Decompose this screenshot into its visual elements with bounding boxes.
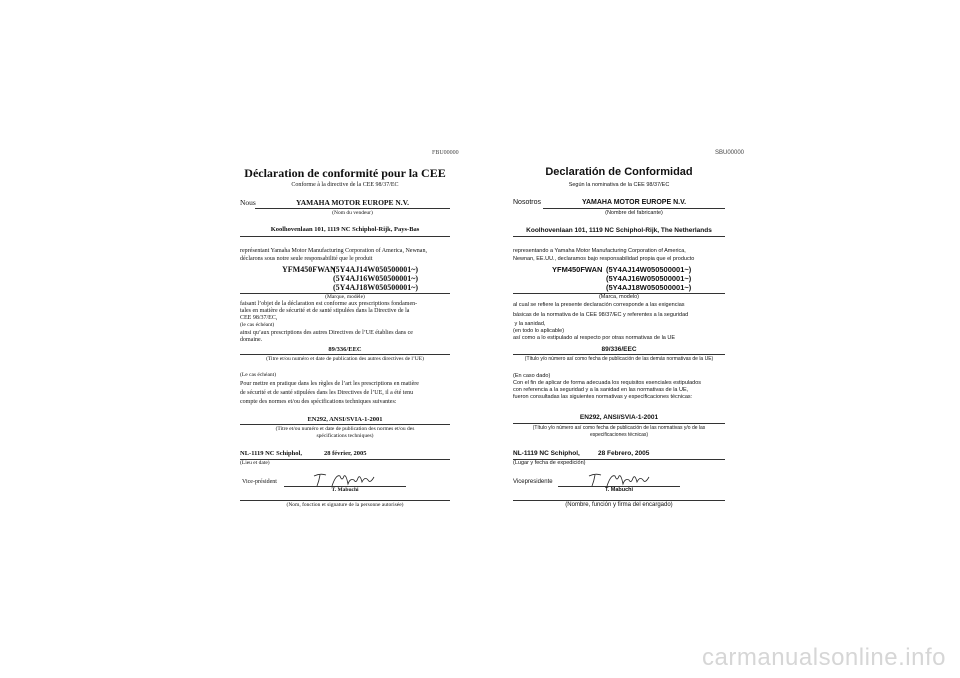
es-declaration-line: representando a Yamaha Motor Manufacturing Corporation of America, [513, 248, 686, 254]
es-conformity-line: así como a lo estipulado al respecto por otras normativas de la UE [513, 335, 676, 341]
es-role: Vicepresidente [513, 479, 553, 485]
fr-company-rule [255, 208, 450, 209]
es-sign-caption: (Nombre, función y firma del encargado) [565, 502, 673, 508]
es-company-rule [543, 208, 725, 209]
es-company-caption: (Nombre del fabricante) [605, 210, 663, 216]
es-title: Declaratión de Conformidad [545, 166, 693, 178]
fr-role: Vice-président [242, 479, 277, 485]
fr-company-name: YAMAHA MOTOR EUROPE N.V. [296, 198, 409, 207]
fr-conformity-line: domaine. [240, 337, 263, 343]
fr-model-code: (5Y4AJ18W050500001~) [333, 283, 419, 292]
fr-place-rule [240, 459, 450, 460]
es-conformity-line: y la sanidad, [513, 321, 546, 327]
fr-nous-label: Nous [240, 198, 256, 207]
es-model-code: (5Y4AJ16W050500001~) [606, 274, 692, 283]
es-company-name: YAMAHA MOTOR EUROPE N.V. [581, 199, 687, 206]
es-page-code: SBU00000 [715, 150, 745, 156]
fr-standards-caption: (Titre et/ou numéro et date de publication des normes et/ou des [275, 426, 415, 432]
es-conformity-line: (en todo lo aplicable) [513, 328, 565, 334]
fr-directive-rule [240, 354, 450, 355]
fr-company-caption: (Nom du vendeur) [332, 210, 373, 216]
fr-address-rule [240, 236, 450, 237]
es-address: Koolhovenlaan 101, 1119 NC Schiphol-Rijk, The Netherlands [526, 227, 712, 234]
fr-signer: T. Mabuchi [331, 487, 359, 493]
es-declaration-line: Newnan, EE.UU., declaramos bajo responsabilidad propia que el producto [513, 256, 695, 262]
es-bottom-rule [513, 500, 725, 501]
fr-conformity-line: ainsi qu’aux prescriptions des autres Directives de l’UE établies dans ce [240, 330, 413, 336]
es-model-code: (5Y4AJ18W050500001~) [606, 283, 692, 292]
fr-conformity-line: (le cas échéant) [240, 322, 275, 328]
fr-address: Koolhovenlaan 101, 1119 NC Schiphol-Rijk, Pays-Bas [270, 226, 420, 233]
fr-conformity-line: faisant l’objet de la déclaration est conforme aux prescriptions fondamen- [240, 301, 418, 307]
es-place: NL-1119 NC Schiphol, [513, 450, 580, 457]
es-directive-caption: (Título y/o número así como fecha de publicación de las demás normativas de la UE) [524, 356, 714, 362]
fr-bottom-rule [240, 500, 450, 501]
fr-sign-caption: (Nom, fonction et signature de la personne autorisée) [286, 502, 404, 508]
fr-standards-rule [240, 424, 450, 425]
fr-directive-caption: (Titre et/ou numéro et date de publication des autres directives de l’UE) [266, 356, 424, 362]
es-standards-rule [513, 423, 725, 424]
es-case-line: con referencia a la seguridad y a la sanidad en las normativas de la UE, [513, 387, 689, 393]
es-standards-caption: (Título y/o número así como fecha de publicación de las normativas y/o de las [532, 425, 706, 431]
fr-page-code: FBU00000 [432, 150, 459, 156]
watermark-text: carmanualsonline.info [702, 644, 946, 671]
fr-standards-caption: spécifications techniques) [316, 433, 374, 439]
es-case-line: Con el fin de aplicar de forma adecuada los requisitos esenciales estipulados [513, 380, 702, 386]
fr-case-line: de sécurité et de santé stipulées dans les Directives de l’UE, il a été tenu [240, 390, 414, 396]
fr-model-caption: (Marque, modèle) [325, 294, 365, 300]
es-model-caption: (Marca, modelo) [598, 294, 640, 300]
fr-place: NL-1119 NC Schiphol, [240, 450, 302, 457]
es-place-caption: (Lugar y fecha de expedición) [513, 460, 586, 466]
fr-case-line: compte des normes et/ou des spécifications techniques suivantes: [240, 399, 397, 405]
fr-directive: 89/336/EEC [328, 346, 362, 353]
es-case-line: (En caso dado) [513, 373, 551, 379]
es-subtitle: Según la nominativa de la CEE 98/37/EC [568, 182, 670, 188]
fr-date: 28 février, 2005 [324, 450, 367, 457]
es-conformity-line: al cual se refiere la presente declaración corresponde a las exigencias [513, 302, 685, 308]
es-address-rule [513, 236, 725, 237]
fr-declaration-line: représentant Yamaha Motor Manufacturing Corporation of America, Newnan, [240, 248, 427, 254]
fr-model-code: (5Y4AJ16W050500001~) [333, 274, 419, 283]
fr-model-code: (5Y4AJ14W050500001~) [333, 265, 419, 274]
es-model-code: (5Y4AJ14W050500001~) [606, 265, 692, 274]
fr-conformity-line: CEE 98/37/EC, [240, 315, 278, 321]
fr-declaration-line: déclarons sous notre seule responsabilité que le produit [240, 256, 373, 262]
es-case-line: fueron consultadas las siguientes normativas y especificaciones técnicas: [513, 394, 693, 400]
fr-model-name: YFM450FWAN [282, 265, 336, 274]
es-directive-rule [513, 354, 725, 355]
fr-case-line: Pour mettre en pratique dans les règles de l’art les prescriptions en matière [240, 381, 419, 387]
es-model-name: YFM450FWAN [552, 265, 603, 274]
fr-conformity-line: tales en matière de sécurité et de santé stipulées dans la Directive de la [240, 308, 410, 314]
es-standards-caption: especificaciones técnicas) [589, 432, 649, 438]
fr-subtitle: Conforme à la directive de la CEE 98/37/EC [291, 182, 399, 188]
fr-place-caption: (Lieu et date) [240, 460, 270, 466]
es-nous-label: Nosotros [513, 199, 542, 206]
fr-case-line: (Le cas échéant) [240, 372, 277, 378]
fr-title: Déclaration de conformité pour la CEE [244, 166, 446, 180]
es-standards: EN292, ANSI/SVIA-1-2001 [579, 414, 659, 421]
es-directive: 89/336/EEC [601, 346, 637, 353]
es-signer: T. Mabuchi [604, 487, 634, 493]
fr-standards: EN292, ANSI/SVIA-1-2001 [307, 416, 383, 423]
es-date: 28 Febrero, 2005 [598, 450, 650, 457]
es-conformity-line: básicas de la normativa de la CEE 98/37/EC y referentes a la seguridad [513, 312, 689, 318]
